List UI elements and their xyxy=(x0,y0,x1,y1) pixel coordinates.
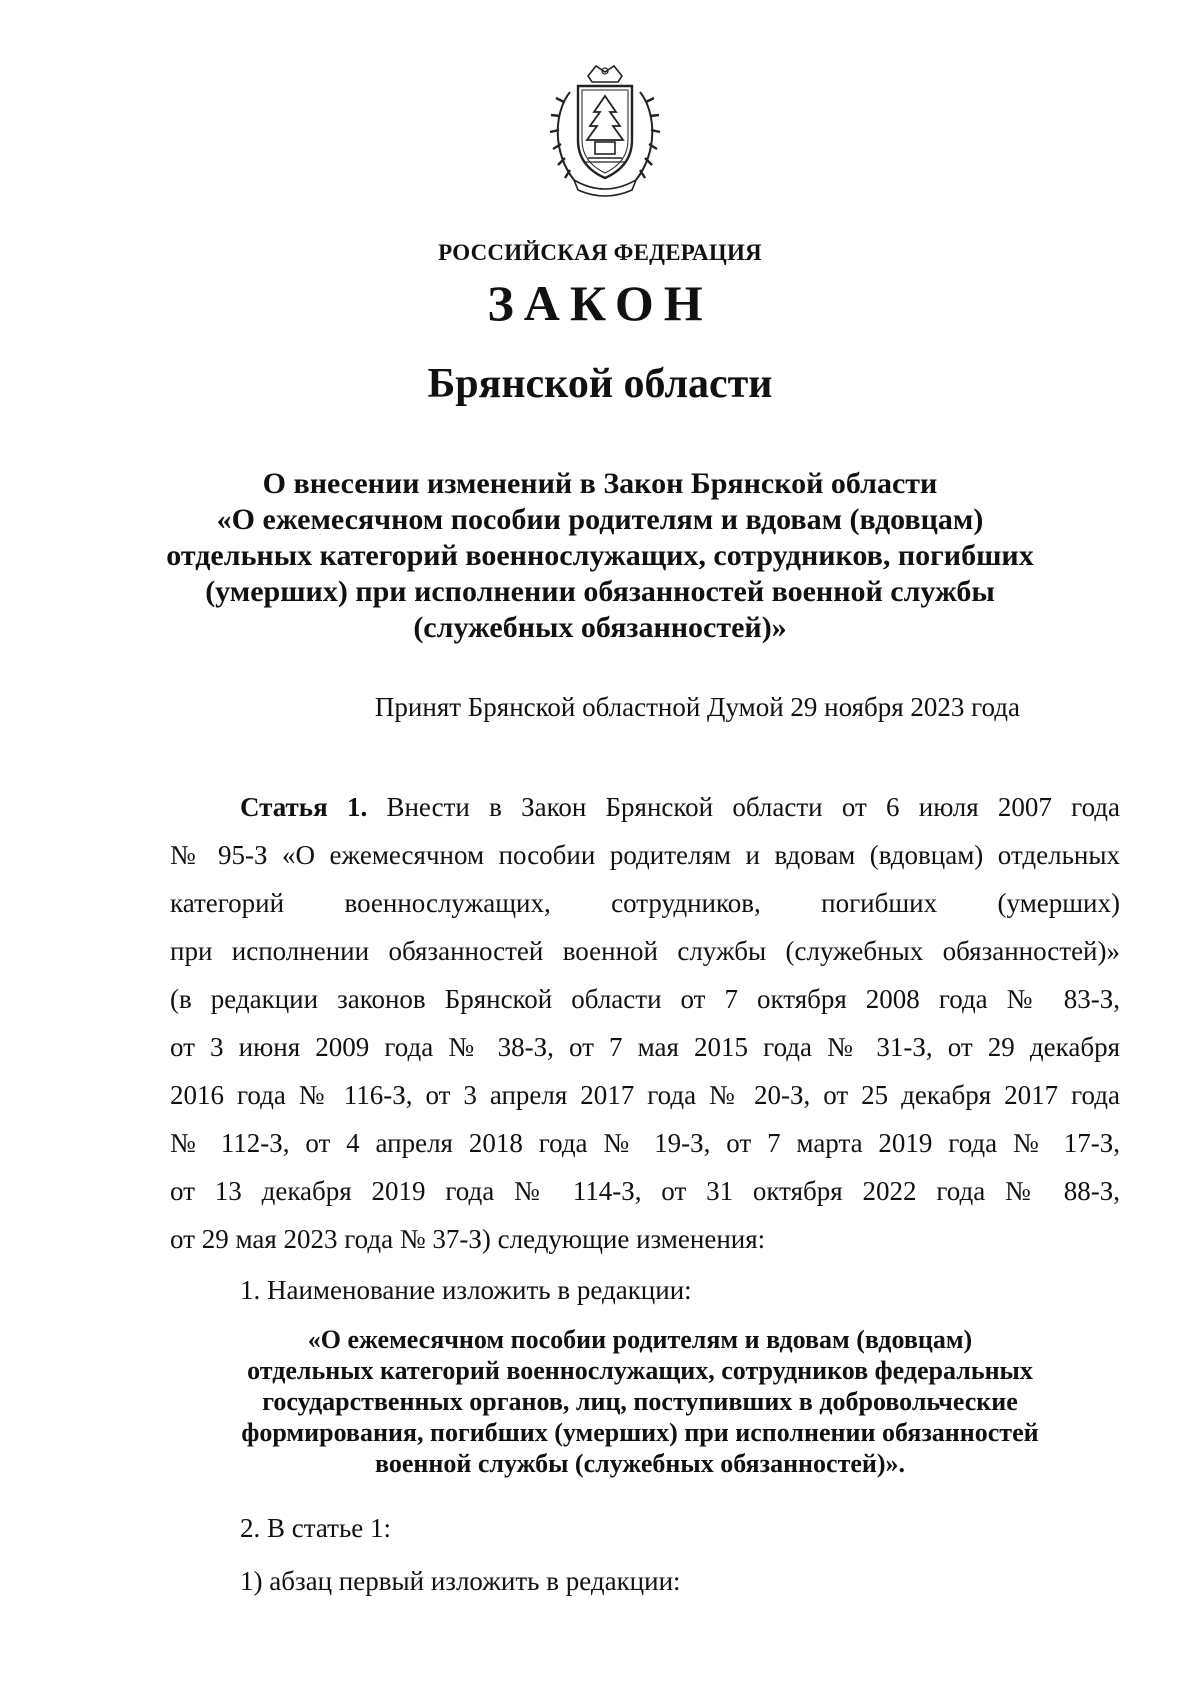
article-1-line: (в редакции законов Брянской области от 7 октября 2008 года № 83-З, xyxy=(170,984,1120,1014)
coat-of-arms-icon xyxy=(540,62,670,202)
article-1-line: № 95-З «О ежемесячном пособии родителям и вдовам (вдовцам) отдельных xyxy=(170,840,1120,870)
law-title-line: отдельных категорий военнослужащих, сотрудников, погибших xyxy=(166,539,1034,572)
article-1-first-line-text: Внести в Закон Брянской области от 6 июля 2007 года xyxy=(386,792,1121,822)
adoption-note: Принят Брянской областной Думой 29 ноября 2023 года xyxy=(374,692,1020,722)
law-title xyxy=(160,466,1040,646)
law-title-line: О внесении изменений в Закон Брянской области xyxy=(262,467,938,500)
new-law-title-line: военной службы (служебных обязанностей)». xyxy=(374,1449,906,1478)
article-1-line: от 13 декабря 2019 года № 114-З, от 31 октября 2022 года № 88-З, xyxy=(170,1176,1120,1206)
new-law-title-line: отдельных категорий военнослужащих, сотрудников федеральных xyxy=(247,1356,1033,1385)
new-law-title xyxy=(180,1324,1100,1479)
region-heading: Брянской области xyxy=(427,361,773,407)
article-1-line: 2016 года № 116-З, от 3 апреля 2017 года № 20-З, от 25 декабря 2017 года xyxy=(170,1080,1120,1110)
article-1-first-line xyxy=(170,783,1120,831)
item-1: 1. Наименование изложить в редакции: xyxy=(240,1275,692,1305)
article-1-line: от 3 июня 2009 года № 38-З, от 7 мая 2015 года № 31-З, от 29 декабря xyxy=(170,1032,1120,1062)
article-1-line: категорий военнослужащих, сотрудников, погибших (умерших) xyxy=(170,888,1120,918)
new-law-title-line: «О ежемесячном пособии родителям и вдовам (вдовцам) xyxy=(307,1325,973,1354)
country-name: РОССИЙСКАЯ ФЕДЕРАЦИЯ xyxy=(438,240,762,265)
law-title-line: (умерших) при исполнении обязанностей военной службы xyxy=(205,575,995,608)
article-1-line: от 29 мая 2023 года № 37-З) следующие изменения: xyxy=(170,1224,766,1254)
document-type-heading: ЗАКОН xyxy=(487,275,713,331)
new-law-title-line: формирования, погибших (умерших) при исполнении обязанностей xyxy=(241,1418,1039,1447)
law-title-line: (служебных обязанностей)» xyxy=(413,611,787,644)
article-1-paragraph xyxy=(170,783,1120,1263)
item-2-subitem-1: 1) абзац первый изложить в редакции: xyxy=(240,1566,681,1596)
article-1-heading: Статья 1. xyxy=(240,792,368,822)
article-1-line: № 112-З, от 4 апреля 2018 года № 19-З, от 7 марта 2019 года № 17-З, xyxy=(170,1128,1120,1158)
law-title-line: «О ежемесячном пособии родителям и вдовам (вдовцам) xyxy=(216,503,984,536)
item-2: 2. В статье 1: xyxy=(240,1513,392,1543)
new-law-title-line: государственных органов, лиц, поступивших в добровольческие xyxy=(262,1387,1018,1416)
article-1-line: при исполнении обязанностей военной службы (служебных обязанностей)» xyxy=(170,936,1120,966)
